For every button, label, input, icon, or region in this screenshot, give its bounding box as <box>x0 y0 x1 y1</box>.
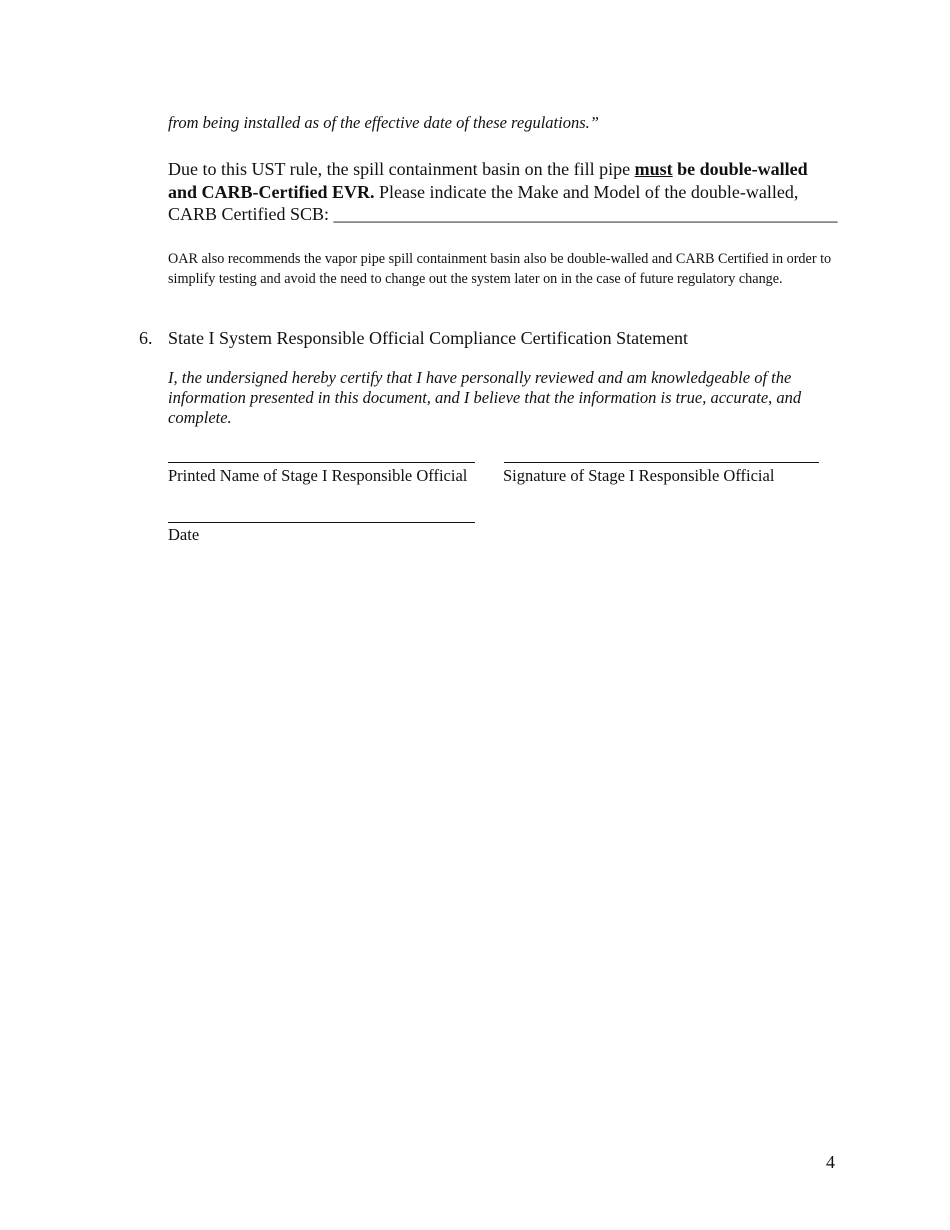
ust-text-intro: Due to this UST rule, the spill containment basin on the fill pipe <box>168 159 635 179</box>
page-number: 4 <box>826 1152 835 1172</box>
ust-text-bold-1: be double-walled <box>672 159 808 179</box>
ust-text-must: must <box>634 159 673 179</box>
section-number: 6. <box>139 328 153 348</box>
section-title: State I System Responsible Official Compliance Certification Statement <box>168 328 689 348</box>
oar-recommendation-note: OAR also recommends the vapor pipe spill containment basin also be double-walled and CARB Certified in order to simplify testing and avoid the need to change out the system later on in the case of future regulatory change. <box>168 251 832 287</box>
printed-name-line[interactable] <box>168 462 475 463</box>
quote-continuation: from being installed as of the effective date of these regulations.” <box>168 113 599 132</box>
signature-line[interactable] <box>504 462 819 463</box>
printed-name-label: Printed Name of Stage I Responsible Official <box>168 466 468 485</box>
date-label: Date <box>168 525 200 544</box>
scb-field-blank[interactable]: ________________________________________________________ <box>333 204 838 224</box>
certification-statement: I, the undersigned hereby certify that I have personally reviewed and am knowledgeable of the information presented in this document, and I believe that the information is true, accurate, and complete. <box>168 368 802 427</box>
date-line[interactable] <box>168 522 475 523</box>
signature-label: Signature of Stage I Responsible Official <box>503 466 775 485</box>
scb-field-label: CARB Certified SCB: <box>168 204 334 224</box>
ust-rule-paragraph <box>168 158 840 226</box>
ust-text-bold-2: and CARB-Certified EVR. <box>168 181 375 202</box>
ust-text-instruction: Please indicate the Make and Model of the double-walled, <box>374 181 799 202</box>
